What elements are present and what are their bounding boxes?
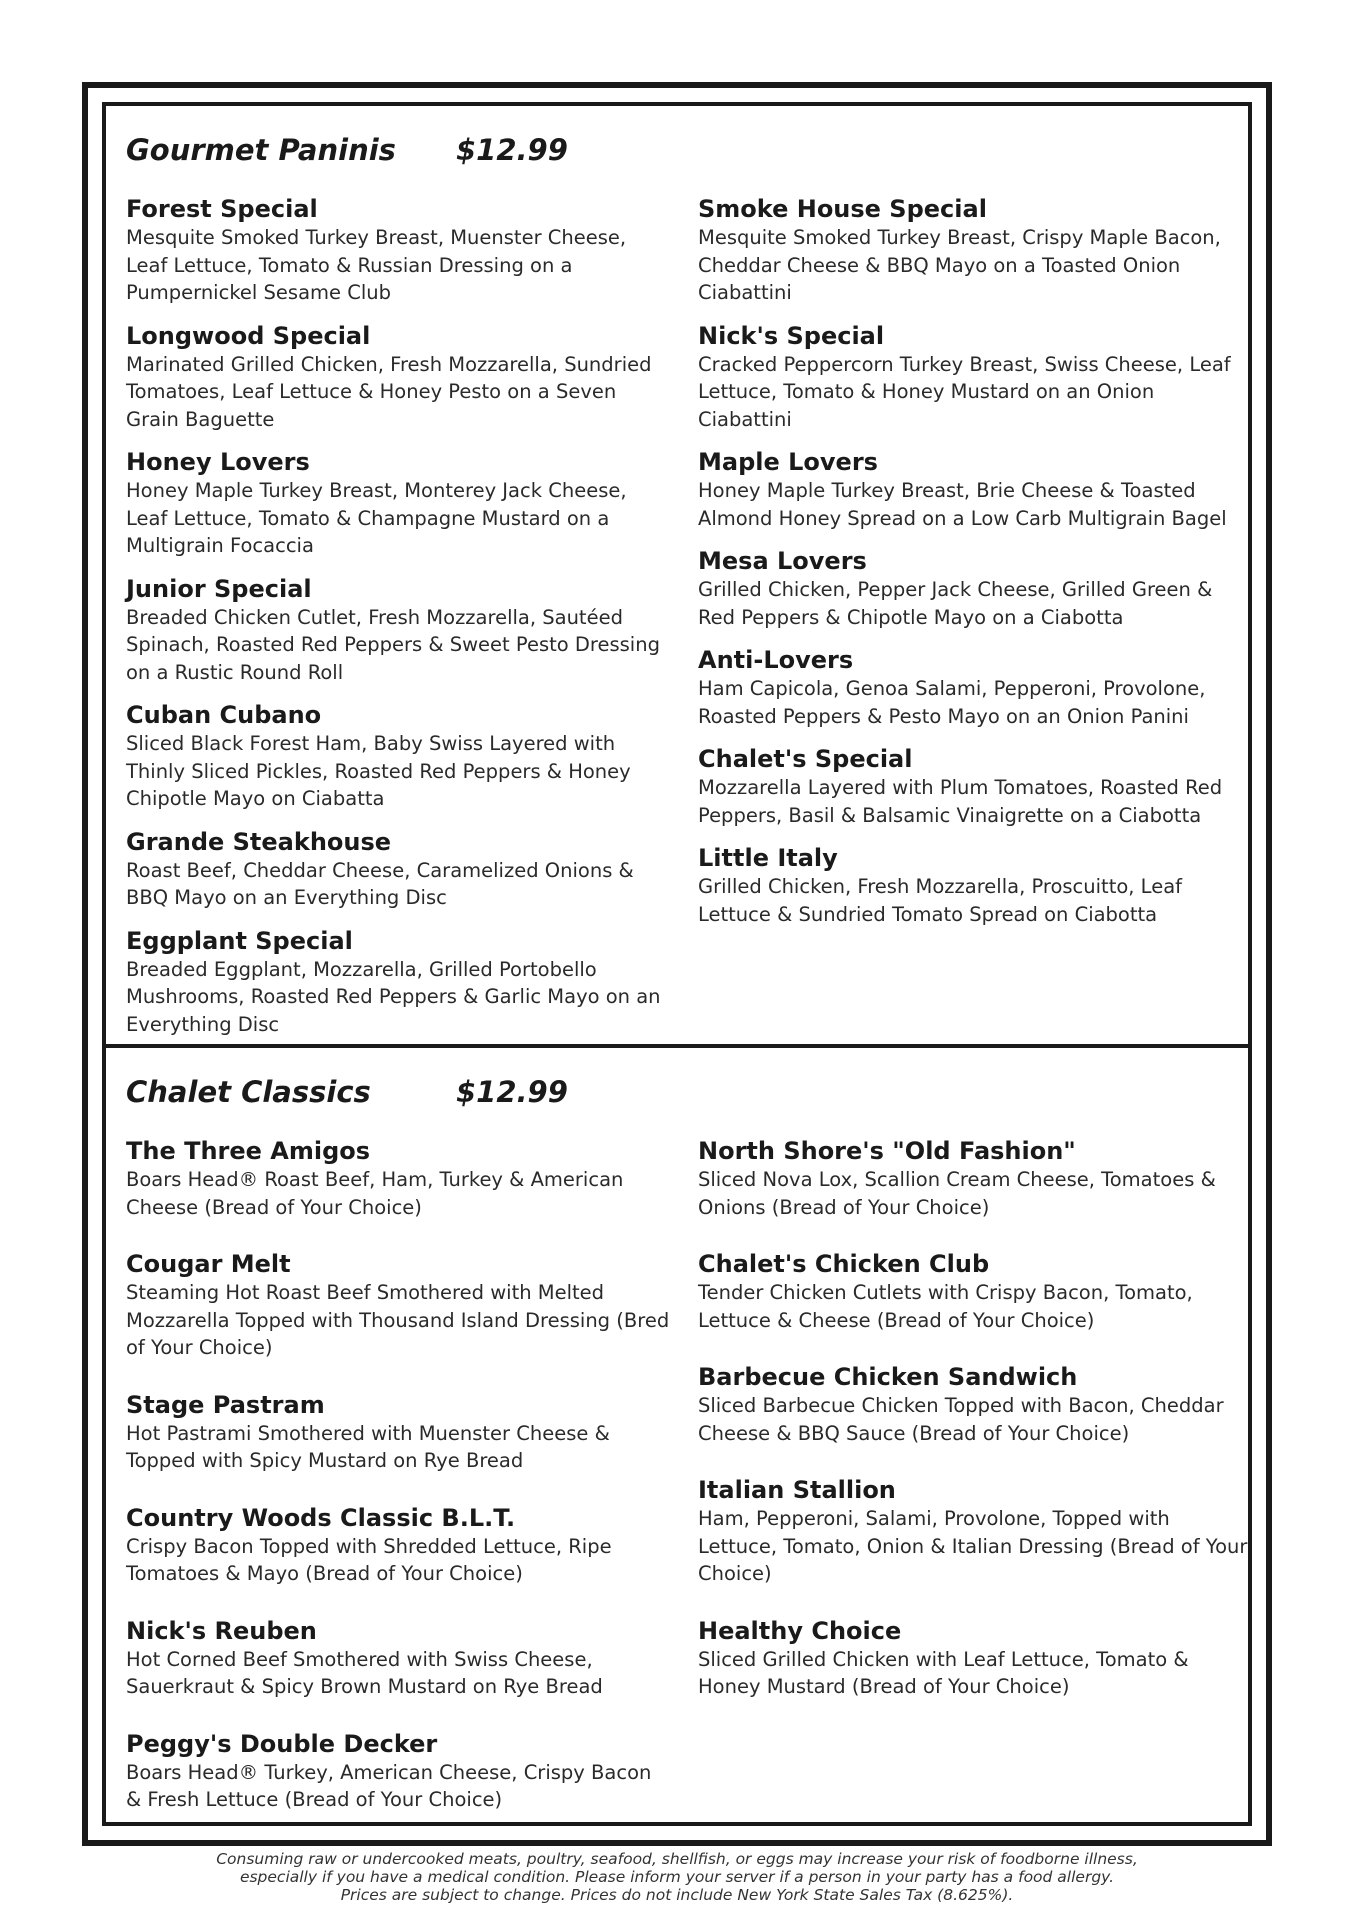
- menu-item: [126, 194, 671, 307]
- item-description: Mesquite Smoked Turkey Breast, Muenster Cheese, Leaf Lettuce, Tomato & Russian Dressing on a Pumpernickel Sesame Club: [126, 226, 627, 304]
- menu-item: [698, 321, 1248, 434]
- item-name: Longwood Special: [126, 321, 371, 350]
- section-price: $12.99: [456, 1075, 568, 1109]
- menu-item: [698, 645, 1248, 730]
- item-name: Nick's Special: [698, 321, 885, 350]
- menu-item: [698, 194, 1248, 307]
- menu-inner-border: [102, 102, 1252, 1826]
- item-name: Chalet's Special: [698, 745, 913, 773]
- item-name: Cougar Melt: [126, 1250, 291, 1278]
- menu-item: [698, 1136, 1248, 1221]
- menu-item: [698, 1616, 1248, 1701]
- disclaimer-line: Consuming raw or undercooked meats, poultry, seafood, shellfish, or eggs may increase your risk of foodborne illness,: [216, 1850, 1138, 1868]
- section-title: Gourmet Paninis: [126, 133, 396, 167]
- item-description: Honey Maple Turkey Breast, Monterey Jack Cheese, Leaf Lettuce, Tomato & Champagne Mustard on a Multigrain Focaccia: [126, 479, 627, 557]
- item-description: Boars Head® Roast Beef, Ham, Turkey & American Cheese (Bread of Your Choice): [126, 1168, 624, 1219]
- menu-item: [126, 926, 671, 1039]
- item-name: Honey Lovers: [126, 448, 310, 476]
- menu-column-left: [126, 194, 671, 1052]
- menu-item: [126, 1503, 671, 1588]
- item-description: Tender Chicken Cutlets with Crispy Bacon, Tomato, Lettuce & Cheese (Bread of Your Choice): [698, 1281, 1193, 1332]
- menu-outer-border: [82, 82, 1272, 1846]
- item-description: Ham Capicola, Genoa Salami, Pepperoni, Provolone, Roasted Peppers & Pesto Mayo on an Onion Panini: [698, 677, 1206, 728]
- menu-item: [126, 321, 671, 434]
- item-name: Mesa Lovers: [698, 547, 867, 575]
- allergy-disclaimer: [82, 1850, 1272, 1904]
- item-name: Healthy Choice: [698, 1616, 902, 1645]
- menu-item: [698, 1362, 1248, 1447]
- item-description: Grilled Chicken, Fresh Mozzarella, Proscuitto, Leaf Lettuce & Sundried Tomato Spread on Ciabotta: [698, 875, 1183, 926]
- item-name: Anti-Lovers: [698, 646, 854, 674]
- section-title: Chalet Classics: [126, 1075, 371, 1109]
- item-name: Cuban Cubano: [126, 701, 322, 729]
- item-name: Chalet's Chicken Club: [698, 1250, 990, 1278]
- item-description: Sliced Black Forest Ham, Baby Swiss Layered with Thinly Sliced Pickles, Roasted Red Peppers & Honey Chipotle Mayo on Ciabatta: [126, 732, 631, 810]
- item-description: Crispy Bacon Topped with Shredded Lettuce, Ripe Tomatoes & Mayo (Bread of Your Choice): [126, 1534, 612, 1585]
- item-description: Steaming Hot Roast Beef Smothered with Melted Mozzarella Topped with Thousand Island Dressing (Bred of Your Choice): [126, 1281, 670, 1359]
- menu-item: [126, 700, 671, 813]
- menu-item: [698, 546, 1248, 631]
- item-description: Breaded Chicken Cutlet, Fresh Mozzarella, Sautéed Spinach, Roasted Red Peppers & Sweet Pesto Dressing on a Rustic Round Roll: [126, 605, 660, 684]
- item-description: Boars Head® Turkey, American Cheese, Crispy Bacon & Fresh Lettuce (Bread of Your Choice): [126, 1760, 652, 1811]
- item-description: Grilled Chicken, Pepper Jack Cheese, Grilled Green & Red Peppers & Chipotle Mayo on a Ciabotta: [698, 578, 1213, 629]
- menu-item: [126, 1729, 671, 1814]
- item-description: Mesquite Smoked Turkey Breast, Crispy Maple Bacon, Cheddar Cheese & BBQ Mayo on a Toasted Onion Ciabattini: [698, 226, 1221, 304]
- item-name: Barbecue Chicken Sandwich: [698, 1363, 1078, 1391]
- item-description: Ham, Pepperoni, Salami, Provolone, Topped with Lettuce, Tomato, Onion & Italian Dressing (Bread of Your Choice): [698, 1507, 1248, 1585]
- item-name: Italian Stallion: [698, 1476, 896, 1504]
- item-name: Maple Lovers: [698, 448, 878, 476]
- item-name: North Shore's "Old Fashion": [698, 1137, 1076, 1165]
- item-description: Cracked Peppercorn Turkey Breast, Swiss Cheese, Leaf Lettuce, Tomato & Honey Mustard on an Onion Ciabattini: [698, 352, 1231, 431]
- menu-column-left: [126, 1136, 671, 1842]
- item-description: Hot Corned Beef Smothered with Swiss Cheese, Sauerkraut & Spicy Brown Mustard on Rye Bread: [126, 1647, 603, 1698]
- disclaimer-line: Prices are subject to change. Prices do not include New York State Sales Tax (8.625%).: [340, 1886, 1014, 1904]
- menu-item: [126, 827, 671, 912]
- item-description: Breaded Eggplant, Mozzarella, Grilled Portobello Mushrooms, Roasted Red Peppers & Garlic Mayo on an Everything Disc: [126, 957, 661, 1036]
- disclaimer-line: especially if you have a medical condition. Please inform your server if a person in your party has a food allergy.: [239, 1868, 1115, 1886]
- menu-item: [126, 1249, 671, 1362]
- item-description: Roast Beef, Cheddar Cheese, Caramelized Onions & BBQ Mayo on an Everything Disc: [126, 858, 634, 909]
- menu-item: [126, 1616, 671, 1701]
- menu-item: [698, 1475, 1248, 1588]
- item-description: Hot Pastrami Smothered with Muenster Cheese & Topped with Spicy Mustard on Rye Bread: [126, 1421, 610, 1472]
- menu-item: [698, 843, 1248, 928]
- item-name: Smoke House Special: [698, 195, 987, 223]
- item-description: Sliced Grilled Chicken with Leaf Lettuce, Tomato & Honey Mustard (Bread of Your Choice): [698, 1647, 1189, 1698]
- menu-item: [698, 447, 1248, 532]
- item-name: Forest Special: [126, 195, 318, 223]
- item-name: Grande Steakhouse: [126, 827, 392, 856]
- item-description: Honey Maple Turkey Breast, Brie Cheese & Toasted Almond Honey Spread on a Low Carb Multigrain Bagel: [698, 479, 1227, 530]
- item-name: Junior Special: [126, 574, 312, 603]
- menu-item: [698, 744, 1248, 829]
- menu-column-right: [698, 194, 1248, 942]
- menu-item: [126, 447, 671, 560]
- menu-item: [126, 1390, 671, 1475]
- item-description: Marinated Grilled Chicken, Fresh Mozzarella, Sundried Tomatoes, Leaf Lettuce & Honey Pesto on a Seven Grain Baguette: [126, 352, 652, 431]
- section-chalet-classics: [106, 1048, 1248, 1822]
- item-name: Nick's Reuben: [126, 1616, 317, 1645]
- item-name: Little Italy: [698, 844, 838, 872]
- item-description: Sliced Nova Lox, Scallion Cream Cheese, Tomatoes & Onions (Bread of Your Choice): [698, 1168, 1216, 1219]
- menu-column-right: [698, 1136, 1248, 1729]
- item-description: Mozzarella Layered with Plum Tomatoes, Roasted Red Peppers, Basil & Balsamic Vinaigrette on a Ciabotta: [698, 776, 1223, 827]
- menu-item: [126, 574, 671, 687]
- section-price: $12.99: [456, 133, 568, 167]
- item-name: Peggy's Double Decker: [126, 1729, 438, 1758]
- menu-item: [126, 1136, 671, 1221]
- item-name: Eggplant Special: [126, 926, 353, 955]
- item-name: Stage Pastram: [126, 1390, 325, 1419]
- item-description: Sliced Barbecue Chicken Topped with Bacon, Cheddar Cheese & BBQ Sauce (Bread of Your Choice): [698, 1394, 1224, 1445]
- item-name: The Three Amigos: [126, 1137, 371, 1165]
- menu-item: [698, 1249, 1248, 1334]
- item-name: Country Woods Classic B.L.T.: [126, 1503, 516, 1532]
- section-gourmet-paninis: [106, 106, 1248, 1044]
